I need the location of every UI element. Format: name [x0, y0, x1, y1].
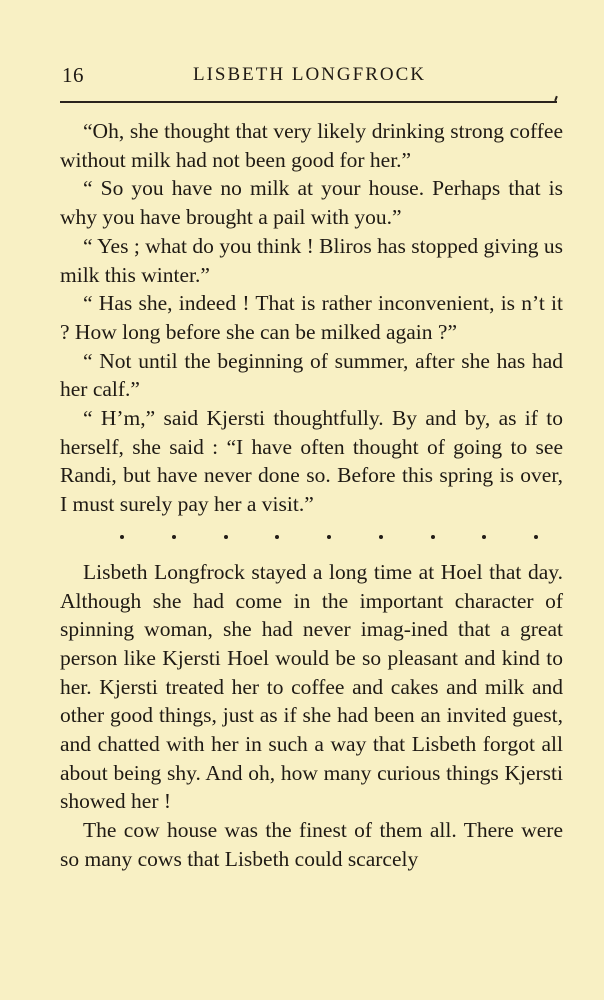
separator-dot	[534, 535, 538, 539]
section-separator	[120, 521, 538, 553]
separator-dot	[120, 535, 124, 539]
paragraph: The cow house was the finest of them all. There were so many cows that Lisbeth could scarcely	[60, 818, 563, 871]
page-number: 16	[62, 63, 84, 87]
running-head	[60, 63, 560, 89]
paragraph: “ H’m,” said Kjersti thoughtfully. By and by, as if to herself, she said : “I have often thought of going to see Randi, but have never done so. Before this spring is over, I must surely pay her a visit.”	[60, 406, 563, 517]
paragraph: “ Yes ; what do you think ! Bliros has stopped giving us milk this winter.”	[60, 233, 563, 287]
paragraph: “Oh, she thought that very likely drinking strong coffee without milk had not been good for her.”	[60, 119, 563, 172]
header-rule-end-mark	[554, 96, 558, 101]
page-text	[60, 117, 563, 874]
paragraph: “ So you have no milk at your house. Perhaps that is why you have brought a pail with you.”	[60, 176, 563, 230]
separator-dot	[379, 535, 383, 539]
paragraph: Lisbeth Longfrock stayed a long time at Hoel that day. Although she had come in the important character of spinning woman, she had never imag-ined that a great person like Kjersti Hoel would be so pleasant and kind to her. Kjersti treated her to coffee and cakes and milk and other good things, just as if she had been an invited guest, and chatted with her in such a way that Lisbeth forgot all about being shy. And oh, how many curious things Kjersti showed her !	[60, 559, 563, 814]
separator-dot	[224, 535, 228, 539]
header-rule	[60, 101, 557, 103]
paragraph: “ Has she, indeed ! That is rather inconvenient, is n’t it ? How long before she can be milked again ?”	[60, 291, 563, 344]
paragraph: “ Not until the beginning of summer, after she has had her calf.”	[60, 348, 563, 402]
separator-dot	[482, 535, 486, 539]
separator-dot	[172, 535, 176, 539]
book-title: LISBETH LONGFROCK	[193, 64, 426, 85]
separator-dot	[431, 535, 435, 539]
separator-dot	[275, 535, 279, 539]
separator-dot	[327, 535, 331, 539]
